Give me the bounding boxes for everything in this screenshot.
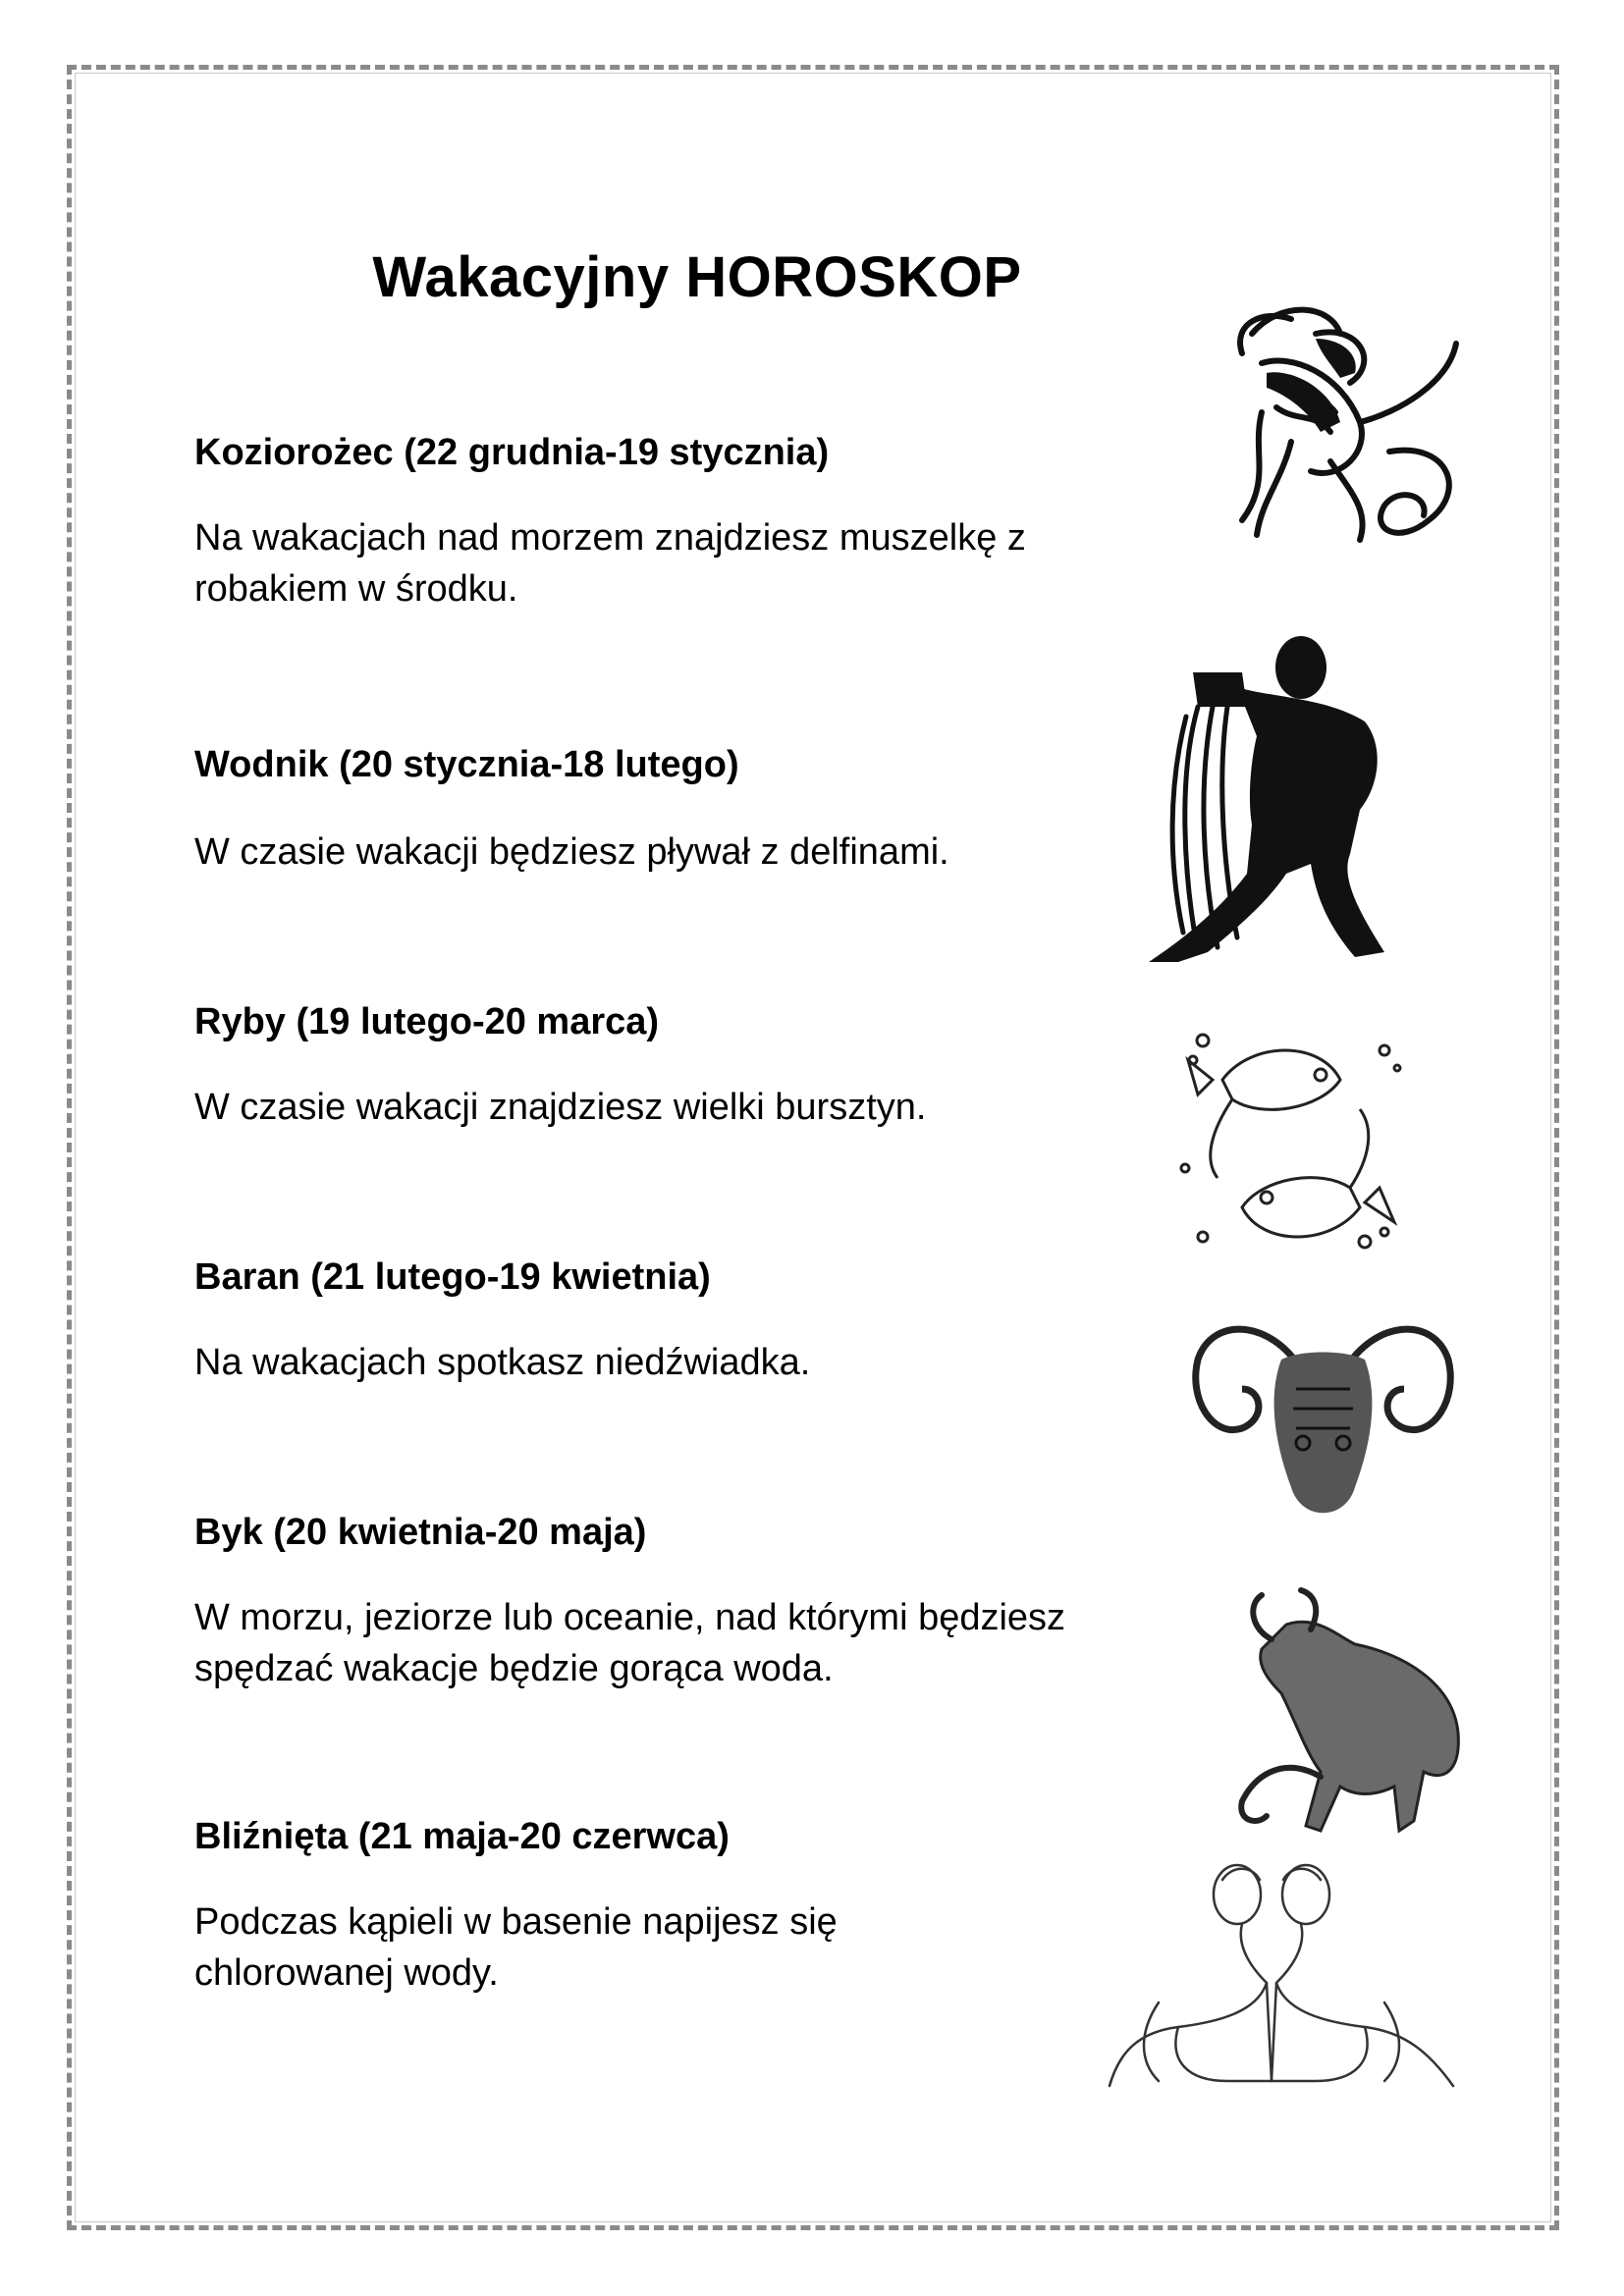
sign-text-gemini — [194, 1896, 1117, 1999]
pisces-icon — [1173, 1021, 1409, 1256]
sign-text-capricorn — [194, 512, 1117, 614]
sign-text-line: spędzać wakacje będzie gorąca woda. — [194, 1648, 834, 1689]
sign-text-line: W czasie wakacji będziesz pływał z delfinami. — [194, 831, 949, 873]
sign-text-aquarius — [194, 827, 1117, 878]
sign-heading-capricorn: Koziorożec (22 grudnia-19 stycznia) — [194, 432, 830, 473]
sign-heading-pisces: Ryby (19 lutego-20 marca) — [194, 1001, 660, 1042]
taurus-icon — [1227, 1585, 1473, 1845]
gemini-icon — [1100, 1855, 1463, 2101]
page-title: Wakacyjny HOROSKOP — [372, 244, 1022, 309]
aries-icon — [1183, 1301, 1463, 1541]
sign-text-line: chlorowanej wody. — [194, 1952, 499, 1994]
sign-text-taurus — [194, 1592, 1117, 1694]
sign-text-aries — [194, 1337, 1117, 1388]
sign-text-line: robakiem w środku. — [194, 568, 518, 610]
sign-text-line: W morzu, jeziorze lub oceanie, nad którymi będziesz — [194, 1597, 1066, 1638]
sign-heading-gemini: Bliźnięta (21 maja-20 czerwca) — [194, 1816, 730, 1857]
aquarius-icon — [1139, 628, 1424, 967]
sign-text-line: Na wakacjach spotkasz niedźwiadka. — [194, 1342, 811, 1383]
sign-text-line: Na wakacjach nad morzem znajdziesz muszelkę z — [194, 517, 1026, 559]
sign-text-pisces — [194, 1082, 1117, 1133]
sign-heading-aries: Baran (21 lutego-19 kwietnia) — [194, 1256, 711, 1298]
sign-text-line: W czasie wakacji znajdziesz wielki bursztyn. — [194, 1087, 927, 1128]
sign-heading-aquarius: Wodnik (20 stycznia-18 lutego) — [194, 744, 739, 785]
sign-heading-taurus: Byk (20 kwietnia-20 maja) — [194, 1512, 647, 1553]
capricorn-icon — [1222, 294, 1478, 560]
sign-text-line: Podczas kąpieli w basenie napijesz się — [194, 1901, 838, 1943]
